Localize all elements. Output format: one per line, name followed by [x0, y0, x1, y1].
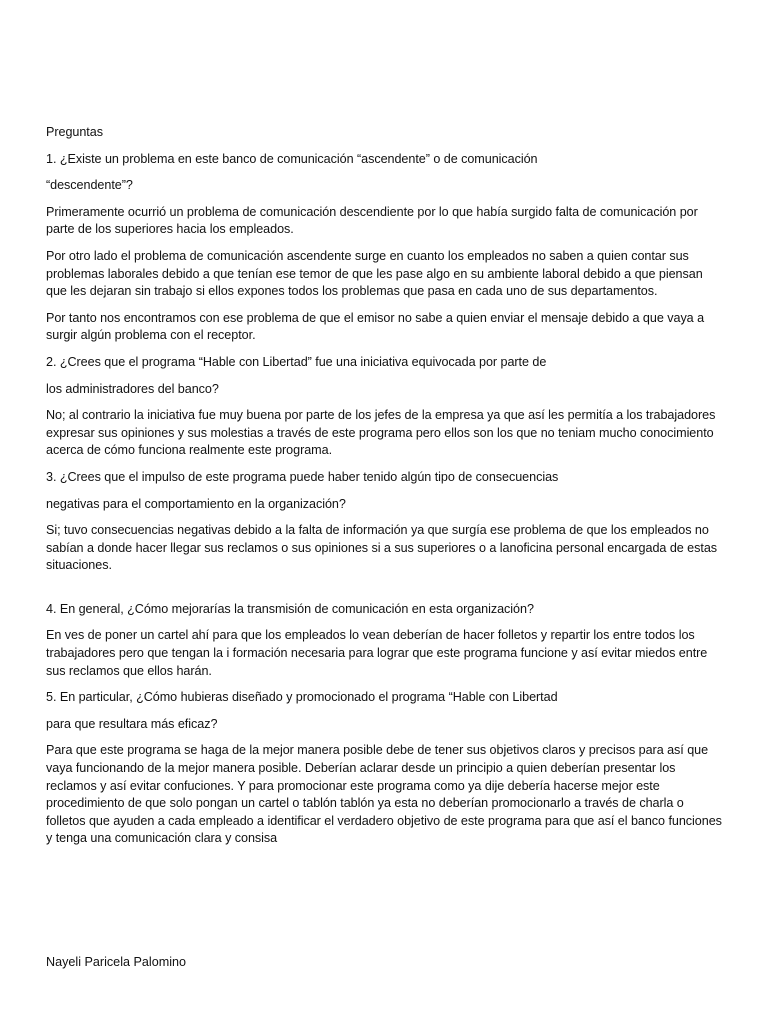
question-1-line-1: 1. ¿Existe un problema en este banco de comunicación “ascendente” o de comunicación: [46, 151, 538, 166]
answer-4: En ves de poner un cartel ahí para que los empleados lo vean deberían de hacer folletos y repartir los entre todos los trabajadores pero que tengan la i formación necesaria para lograr que este programa funcione y así evitar miedos entre sus reclamos que ellos harán.: [46, 628, 708, 678]
answer-3: Si; tuvo consecuencias negativas debido a la falta de información ya que surgía ese problema de que los empleados no sabían a donde hacer llegar sus reclamos o sus opiniones si a sus superiores o a lanoficina personal encargada de estas situaciones.: [46, 523, 718, 573]
answer-1-paragraph-3: Por tanto nos encontramos con ese problema de que el emisor no sabe a quien enviar el mensaje debido a que vaya a surgir algún problema con el receptor.: [46, 310, 705, 343]
author-name: Nayeli Paricela Palomino: [46, 955, 186, 969]
question-2-line-2: los administradores del banco?: [46, 381, 219, 396]
answer-5: Para que este programa se haga de la mejor manera posible debe de tener sus objetivos claros y precisos para así que vaya funcionando de la mejor manera posible. Deberían aclarar desde un principio a quien deberían presentar los reclamos y así evitar confuciones. Y para promocionar este programa como ya dije debería hacerse mejor este procedimiento de que solo pongan un cartel o tablón tablón ya esta no deberían promocionarlo a través de charla o folletos que ayuden a cada empleado a identificar el verdadero objetivo de este programa para que así el banco funciones y tenga una comunicación clara y consisa: [46, 743, 722, 846]
question-5-line-1: 5. En particular, ¿Cómo hubieras diseñado y promocionado el programa “Hable con Libertad: [46, 690, 558, 705]
question-2-line-1: 2. ¿Crees que el programa “Hable con Libertad” fue una iniciativa equivocada por parte de: [46, 354, 547, 369]
question-3-line-1: 3. ¿Crees que el impulso de este programa puede haber tenido algún tipo de consecuencias: [46, 469, 559, 484]
blank-line: [46, 584, 724, 601]
answer-2: No; al contrario la iniciativa fue muy buena por parte de los jefes de la empresa ya que así les permitía a los trabajadores expresar sus opiniones y sus molestias a través de este programa pero ellos son los que no teniam mucho conocimiento acerca de cómo funciona realmente este programa.: [46, 408, 716, 458]
question-3-line-2: negativas para el comportamiento en la organización?: [46, 496, 346, 511]
document-heading: Preguntas: [46, 125, 103, 139]
answer-1-paragraph-2: Por otro lado el problema de comunicación ascendente surge en cuanto los empleados no saben a quien contar sus problemas laborales debido a que tenían ese temor de que les pase algo en su ambiente laboral debido a que piensan que les dejaran sin trabajo si ellos expones todos los problemas que pasa en cada uno de sus departamentos.: [46, 248, 703, 299]
document-body: [46, 124, 724, 857]
question-5-line-2: para que resultara más eficaz?: [46, 716, 218, 731]
question-1-line-2: “descendente”?: [46, 178, 133, 193]
answer-1-paragraph-1: Primeramente ocurrió un problema de comunicación descendiente por lo que había surgido falta de comunicación por parte de los superiores hacia los empleados.: [46, 204, 698, 237]
question-4: 4. En general, ¿Cómo mejorarías la transmisión de comunicación en esta organización?: [46, 601, 534, 616]
